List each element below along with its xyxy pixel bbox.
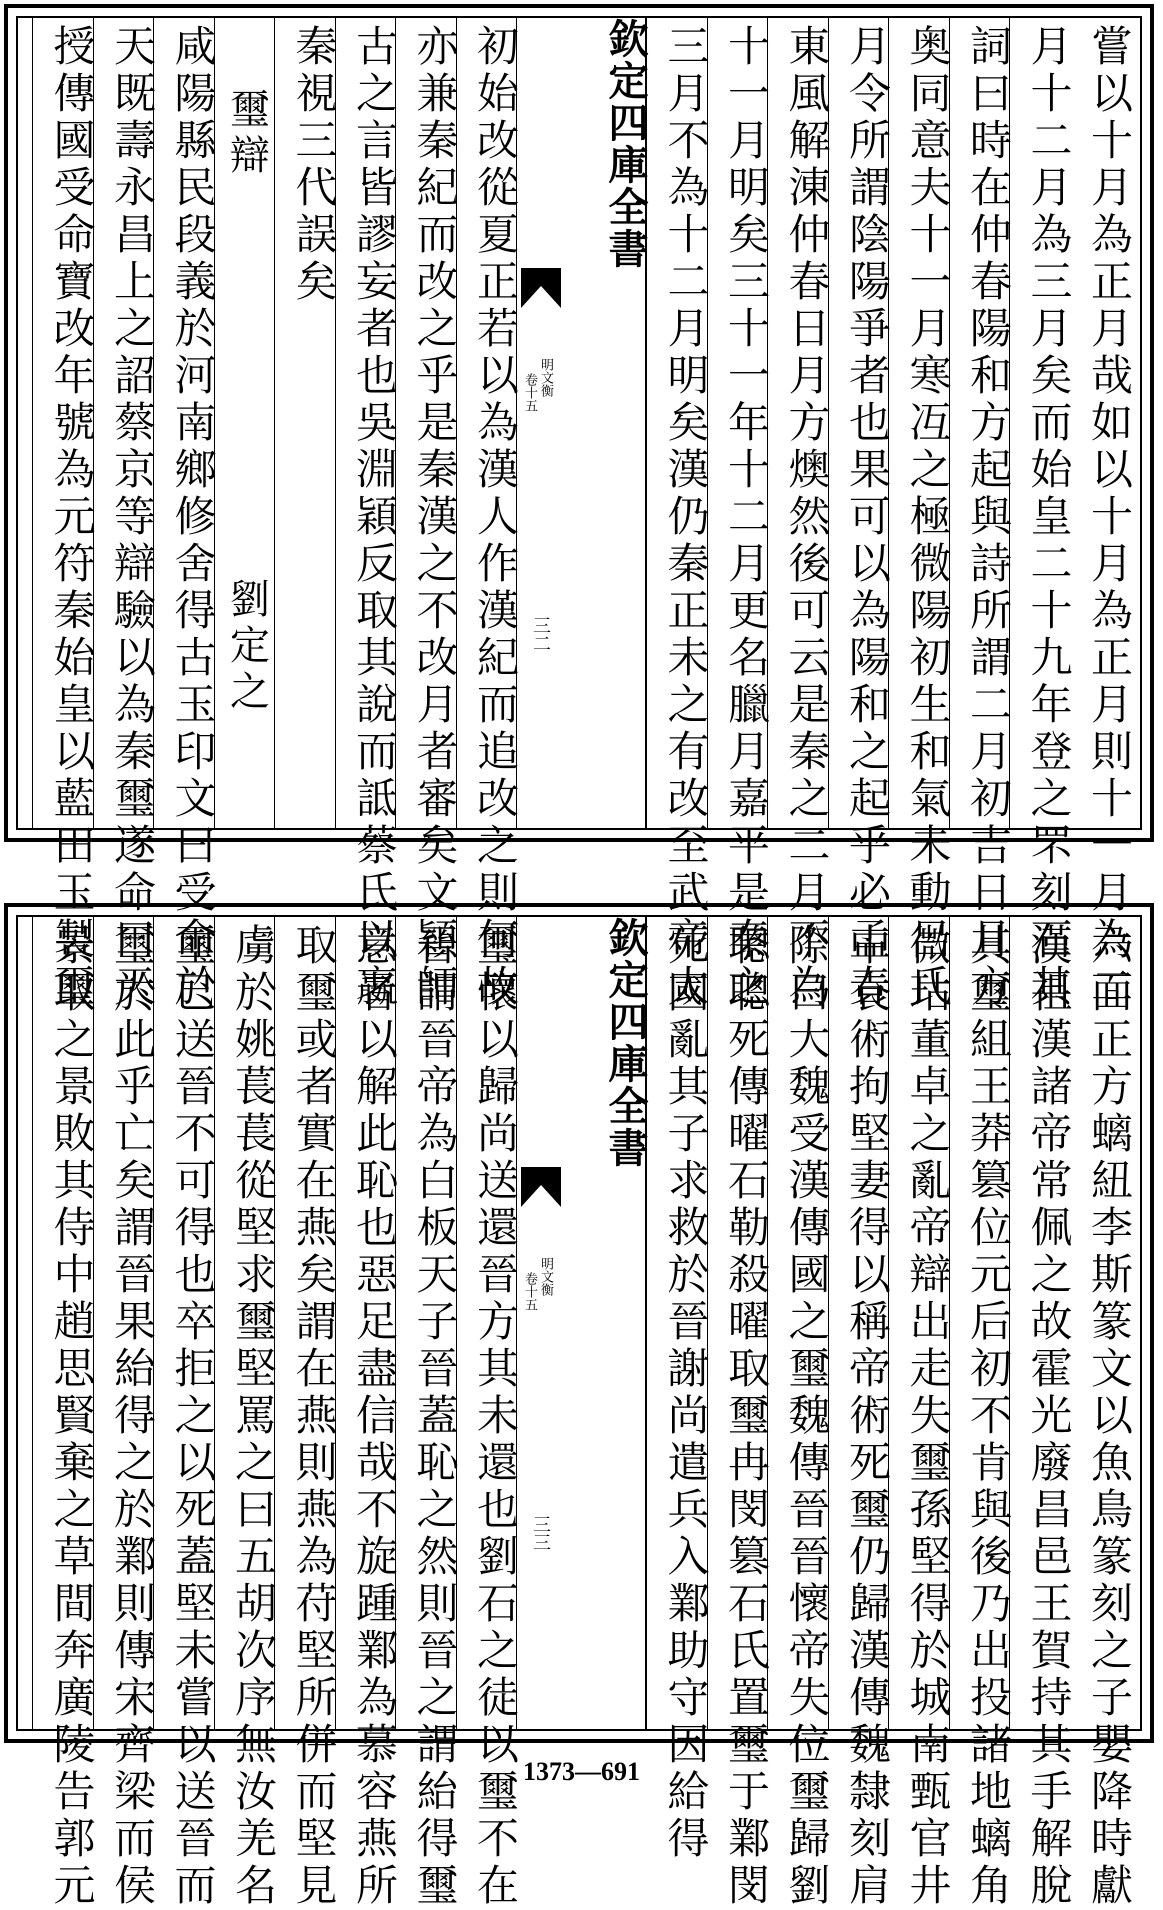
column-text: 意者以解此恥也惡足盡信哉不旋踵鄴為慕容燕所 [350,923,399,1910]
text-column [646,917,711,1863]
column-text: 微玷董卓之亂帝辯出走失璽孫堅得於城南甄官井 [903,923,953,1910]
text-column [214,917,278,1910]
column-text: 其璽組王莽篡位元后初不肯與後乃出投諸地螭角 [964,923,1013,1910]
column-text: 初始改從夏正若以為漢人作漢紀而追改之則何故 [471,24,520,1011]
text-column [707,18,771,1011]
column-text: 月十二月為三月矣而始皇二十九年登之罘刻石其 [1024,24,1074,1011]
column-text: 取璽或者實在燕矣謂在燕則燕為苻堅所併而堅見 [289,923,339,1910]
column-text: 天既壽永昌上之詔蔡京等辯驗以為秦璽遂命曰天 [108,24,157,1011]
text-column [949,917,1013,1910]
center-gutter [516,917,649,1729]
text-column [153,917,218,1910]
text-column [707,917,771,1910]
text-column [888,917,953,1910]
column-text: 璽已送晉不可得也卒拒之以死蓋堅未嘗以送晉而 [168,923,218,1910]
text-column [456,917,520,1910]
fishtail-ornament [521,1167,561,1207]
column-text: 古之言皆謬妄者也吳淵穎反取其說而詆蔡氏以嬴 [350,24,399,1011]
text-column [335,917,399,1910]
page-code: 1373—691 [523,1757,640,1786]
text-column [274,917,339,1910]
column-text: 嘗以十月為正月哉如以十月為正月則十一月為二 [1085,24,1134,1011]
column-text: 中袁術拘堅妻得以稱帝術死璽仍歸漢傳魏隸刻肩 [843,923,892,1910]
text-column [1070,18,1134,1011]
text-column [274,18,339,828]
text-column [767,18,832,1011]
gutter-title: 欽定四庫全書 [602,917,649,1169]
center-gutter [516,18,649,828]
gutter-page-number: 三二 [530,616,551,652]
text-column [93,917,157,1910]
text-column [828,18,892,1011]
column-text: 璽於此乎亡矣謂晉果紿得之於鄴則傳宋齊梁而侯 [108,923,157,1910]
text-column [646,18,711,1011]
text-column [32,18,97,1011]
column-text: 奥同意夫十一月寒冱之極微陽初生和氣未動呂氏 [903,24,953,1011]
text-column [888,18,953,1011]
fishtail-ornament [521,268,561,308]
gutter-book-title: 明文衡 [538,1257,553,1296]
gutter-page-number: 三三 [530,1515,551,1551]
column-text: 死國亂其子求救於晉謝尚遣兵入鄴助守因給得 [661,923,711,1863]
column-text: 月令所謂陰陽爭者也果可以為陽和之起乎必孟春 [843,24,892,1011]
top-page [4,4,1154,1011]
text-column [949,18,1013,1011]
column-text: 璽懷以歸尚送還晉方其未還也劉石之徒以璽不在 [471,923,520,1910]
column-text: 秦視三代誤矣 [289,24,339,306]
text-column [395,917,460,1910]
text-column [93,18,157,1011]
column-text: 亦兼秦紀而改之乎是秦漢之不改月者審矣文穎師 [410,24,460,1011]
top-columns [18,18,1140,1011]
column-text: 咸陽縣民段義於河南鄉修舍得古玉印文曰受命於 [168,24,218,1011]
text-column [32,917,97,1910]
text-column [1070,917,1134,1910]
column-text: 晉謂晉帝為白板天子晉蓋恥之然則晉之謂紿得璽 [410,923,460,1910]
column-text: 詞曰時在仲春陽和方起與詩所謂二月初吉日月方 [964,24,1013,1011]
text-column [767,917,832,1910]
text-column [828,917,892,1910]
gutter-volume: 卷十五 [522,373,537,412]
text-column [335,18,399,1011]
essay-heading: 璽辯 [223,88,270,180]
column-text: 聰聰死傳曜石勒殺曜取璽冉閔篡石氏置璽于鄴閔 [722,923,771,1910]
top-page-frame [16,16,1142,1011]
column-text: 漢祖漢諸帝常佩之故霍光廢昌邑王賀持其手解脫 [1024,923,1074,1910]
author-name: 劉定之 [223,578,270,716]
column-text: 十一月明矣三十一年十二月更名臘月嘉平是秦之 [722,24,771,1011]
text-column [214,18,275,828]
column-text: 授傳國受命寶改年號為元符秦始皇以藍田玉製璽 [47,24,97,1011]
text-column [395,18,460,1011]
column-text: 三月不為十二月明矣漢仍秦正未之有改至武帝太 [661,24,711,1011]
text-column [456,18,520,1011]
gutter-title: 欽定四庫全書 [602,18,649,270]
text-column [1009,917,1074,1910]
gutter-book-title: 明文衡 [538,358,553,397]
column-text: 際曰大魏受漢傳國之璽魏傳晉晉懷帝失位璽歸劉 [782,923,832,1910]
gutter-volume: 卷十五 [522,1272,537,1311]
column-text: 虜於姚萇萇從堅求璽堅罵之曰五胡次序無汝羌名 [229,923,278,1910]
column-text: 景取之景敗其侍中趙思賢棄之草間奔廣陵告郭元 [47,923,97,1910]
column-text: 六面正方螭紐李斯篆文以魚鳥篆刻之子嬰降時獻 [1085,923,1134,1910]
text-column [1009,18,1074,1011]
column-text: 東風解涷仲春日月方燠然後可云是秦之二月不為 [782,24,832,1011]
text-column [153,18,218,1011]
